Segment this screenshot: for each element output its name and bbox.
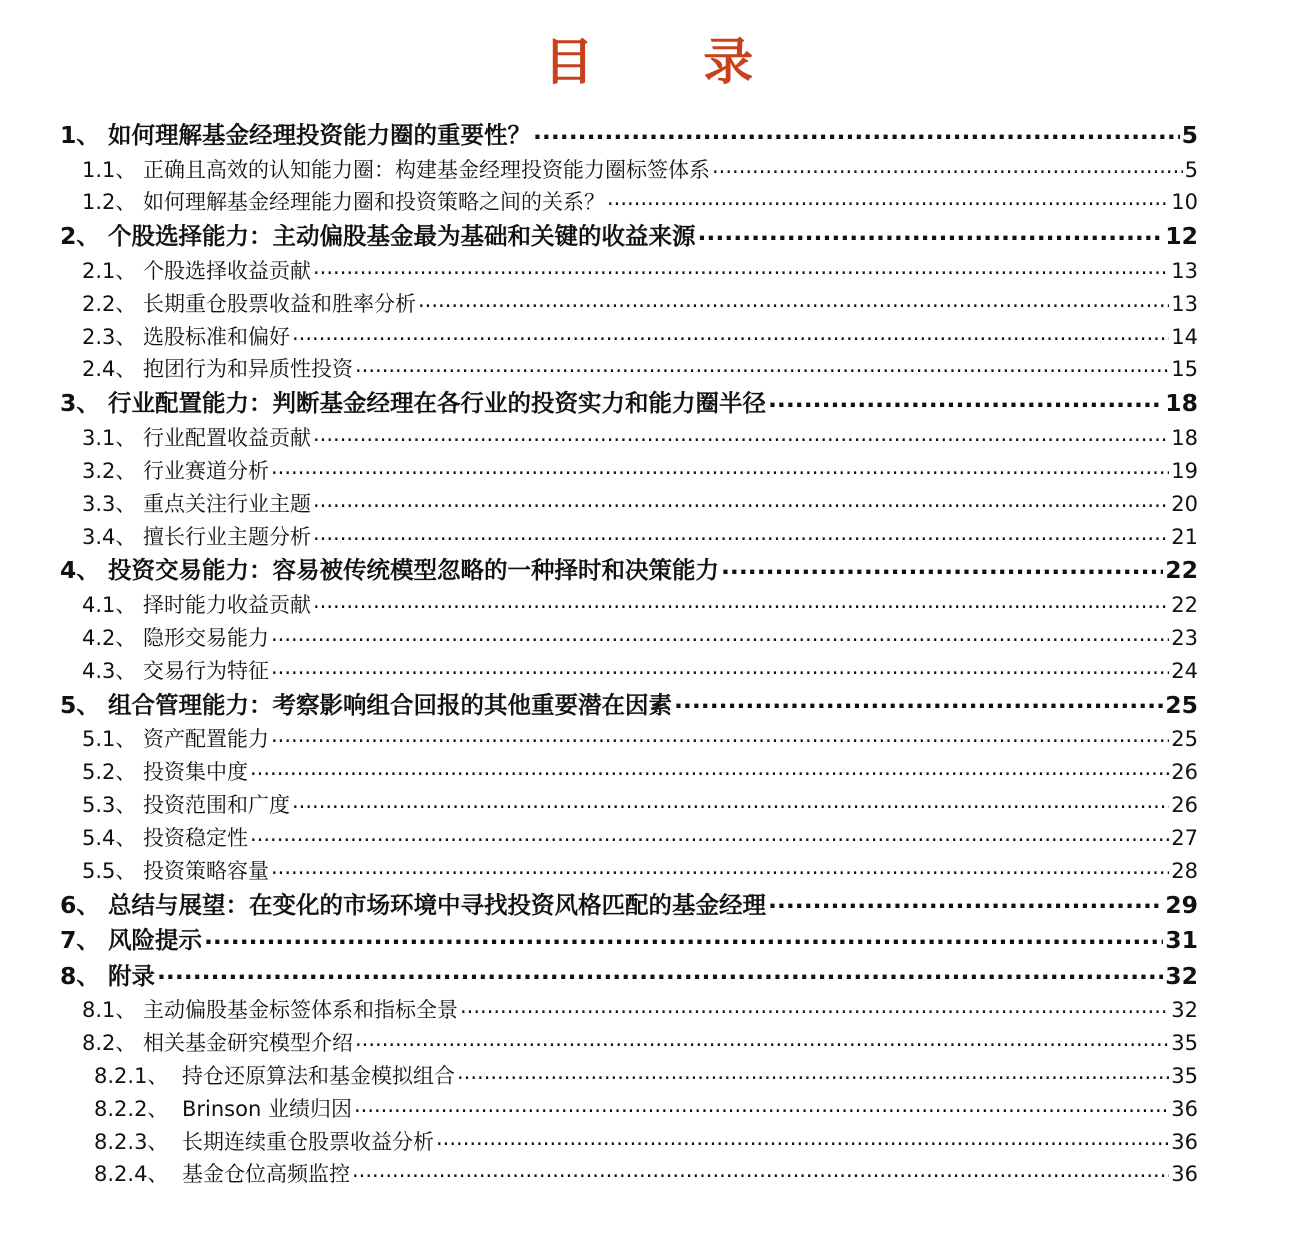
toc-dot-leader [533, 120, 1180, 144]
toc-entry-number: 5、 [60, 690, 100, 719]
toc-page-number: 13 [1171, 258, 1198, 283]
toc-entry-number: 2、 [60, 222, 100, 251]
toc-page-number: 18 [1165, 389, 1198, 418]
toc-entry-level-3[interactable] [60, 1158, 1198, 1191]
toc-page-number: 23 [1171, 625, 1198, 650]
toc-dot-leader [250, 758, 1169, 779]
toc-page-number: 31 [1165, 926, 1198, 955]
toc-page-number: 25 [1171, 727, 1198, 752]
toc-entry-level-1[interactable] [60, 118, 1198, 154]
toc-dot-leader [352, 1160, 1169, 1181]
toc-dot-leader [271, 457, 1169, 478]
toc-dot-leader [271, 857, 1169, 878]
toc-entry-number: 8.2.4、 [94, 1162, 169, 1187]
toc-entry-level-2[interactable] [60, 655, 1198, 688]
toc-entry-number: 1、 [60, 121, 100, 149]
toc-entry-level-3[interactable] [60, 1126, 1198, 1159]
toc-entry-level-2[interactable] [60, 521, 1198, 554]
toc-entry-level-2[interactable] [60, 455, 1198, 488]
toc-entry-number: 8、 [60, 961, 100, 990]
toc-page-number: 5 [1184, 157, 1198, 182]
toc-entry-level-2[interactable] [60, 723, 1198, 756]
toc-dot-leader [607, 188, 1169, 209]
toc-entry-number: 8.2.1、 [94, 1063, 169, 1088]
toc-dot-leader [292, 791, 1169, 812]
toc-dot-leader [204, 925, 1163, 949]
toc-page-number: 32 [1165, 961, 1198, 990]
toc-entry-number: 5.3、 [82, 792, 137, 817]
toc-page-number: 18 [1171, 425, 1198, 450]
toc-entry-number: 1.2、 [82, 190, 137, 215]
toc-page-number: 10 [1171, 190, 1198, 215]
toc-entry-level-3[interactable] [60, 1093, 1198, 1126]
toc-dot-leader [313, 424, 1169, 445]
toc-dot-leader [418, 290, 1169, 311]
toc-entry-level-2[interactable] [60, 994, 1198, 1027]
toc-dot-leader [313, 257, 1169, 278]
toc-page-number: 26 [1171, 792, 1198, 817]
toc-entry-level-3[interactable] [60, 1060, 1198, 1093]
toc-entry-title: 如何理解基金经理能力圈和投资策略之间的关系？ [143, 190, 605, 215]
toc-page-number: 12 [1165, 222, 1198, 251]
toc-dot-leader [460, 996, 1169, 1017]
toc-entry-level-2[interactable] [60, 789, 1198, 822]
toc-entry-level-1[interactable] [60, 219, 1198, 255]
toc-dot-leader [721, 555, 1163, 579]
toc-entry-number: 5.4、 [82, 825, 137, 850]
toc-dot-leader [157, 960, 1163, 984]
toc-page-number: 14 [1171, 324, 1198, 349]
toc-entry-number: 4.3、 [82, 658, 137, 683]
toc-entry-number: 5.1、 [82, 727, 137, 752]
toc-entry-level-2[interactable] [60, 855, 1198, 888]
toc-entry-title: 隐形交易能力 [143, 625, 269, 650]
toc-entry-level-1[interactable] [60, 688, 1198, 724]
toc-entry-level-2[interactable] [60, 353, 1198, 386]
toc-entry-title: 风险提示 [108, 926, 202, 955]
toc-entry-number: 8.2.3、 [94, 1129, 169, 1154]
toc-dot-leader [250, 824, 1169, 845]
toc-entry-title: 资产配置能力 [143, 727, 269, 752]
toc-page-number: 22 [1165, 556, 1198, 585]
toc-page-number: 22 [1171, 592, 1198, 617]
toc-entry-title: 个股选择收益贡献 [143, 258, 311, 283]
toc-page-number: 36 [1171, 1162, 1198, 1187]
toc-page-number: 13 [1171, 291, 1198, 316]
toc-entry-level-2[interactable] [60, 255, 1198, 288]
toc-entry-title: 持仓还原算法和基金模拟组合 [182, 1063, 455, 1088]
toc-page-number: 20 [1171, 491, 1198, 516]
toc-entry-title: 重点关注行业主题 [143, 491, 311, 516]
toc-page-number: 21 [1171, 524, 1198, 549]
toc-entry-number: 2.1、 [82, 258, 137, 283]
toc-entry-number: 7、 [60, 926, 100, 955]
toc-entry-title: 抱团行为和异质性投资 [143, 357, 353, 382]
toc-page-number: 15 [1171, 357, 1198, 382]
toc-page-number: 35 [1171, 1063, 1198, 1088]
toc-page-number: 27 [1171, 825, 1198, 850]
toc-entry-title: 行业赛道分析 [143, 458, 269, 483]
toc-entry-number: 3.1、 [82, 425, 137, 450]
toc-dot-leader [313, 490, 1169, 511]
toc-entry-title: 主动偏股基金标签体系和指标全景 [143, 998, 458, 1023]
toc-entry-level-2[interactable] [60, 1027, 1198, 1060]
toc-entry-number: 6、 [60, 890, 100, 919]
toc-entry-title: 基金仓位高频监控 [182, 1162, 350, 1187]
toc-entry-title: 行业配置能力：判断基金经理在各行业的投资实力和能力圈半径 [108, 389, 766, 418]
toc-entry-number: 4、 [60, 556, 100, 585]
toc-entry-title: 个股选择能力：主动偏股基金最为基础和关键的收益来源 [108, 222, 696, 251]
toc-dot-leader [674, 689, 1163, 713]
toc-entry-title: 交易行为特征 [143, 658, 269, 683]
toc-page-number: 32 [1171, 998, 1198, 1023]
toc-dot-leader [355, 1029, 1169, 1050]
toc-entry-title: 如何理解基金经理投资能力圈的重要性？ [108, 121, 531, 149]
toc-page-number: 26 [1171, 759, 1198, 784]
toc-dot-leader [698, 221, 1164, 245]
toc-entry-level-2[interactable] [60, 589, 1198, 622]
toc-page-number: 29 [1165, 890, 1198, 919]
toc-entry-number: 3、 [60, 389, 100, 418]
toc-entry-number: 3.2、 [82, 458, 137, 483]
toc-entry-title: 投资策略容量 [143, 858, 269, 883]
toc-entry-number: 3.3、 [82, 491, 137, 516]
table-of-contents [60, 118, 1198, 1191]
toc-entry-level-1[interactable] [60, 553, 1198, 589]
toc-entry-level-2[interactable] [60, 622, 1198, 655]
toc-entry-title: 正确且高效的认知能力圈：构建基金经理投资能力圈标签体系 [143, 157, 710, 182]
toc-entry-title: Brinson 业绩归因 [182, 1096, 352, 1121]
toc-entry-level-2[interactable] [60, 422, 1198, 455]
toc-entry-title: 投资稳定性 [143, 825, 248, 850]
toc-entry-title: 行业配置收益贡献 [143, 425, 311, 450]
toc-entry-number: 2.4、 [82, 357, 137, 382]
toc-dot-leader [768, 889, 1163, 913]
toc-dot-leader [768, 388, 1163, 412]
toc-entry-number: 1.1、 [82, 157, 137, 182]
toc-entry-number: 2.3、 [82, 324, 137, 349]
toc-entry-title: 长期重仓股票收益和胜率分析 [143, 291, 416, 316]
toc-entry-level-1[interactable] [60, 923, 1198, 959]
toc-entry-title: 投资范围和广度 [143, 792, 290, 817]
toc-entry-title: 附录 [108, 961, 155, 990]
toc-page-number: 25 [1165, 690, 1198, 719]
toc-page-number: 5 [1181, 121, 1198, 149]
toc-entry-level-2[interactable] [60, 186, 1198, 219]
toc-entry-level-2[interactable] [60, 822, 1198, 855]
toc-entry-level-1[interactable] [60, 959, 1198, 995]
toc-page-number: 19 [1171, 458, 1198, 483]
toc-page-number: 24 [1171, 658, 1198, 683]
toc-entry-number: 4.2、 [82, 625, 137, 650]
toc-entry-level-2[interactable] [60, 321, 1198, 354]
toc-page-number: 36 [1171, 1129, 1198, 1154]
toc-entry-number: 3.4、 [82, 524, 137, 549]
toc-entry-number: 8.2、 [82, 1030, 137, 1055]
toc-entry-level-1[interactable] [60, 888, 1198, 924]
toc-entry-number: 8.1、 [82, 998, 137, 1023]
toc-entry-title: 总结与展望：在变化的市场环境中寻找投资风格匹配的基金经理 [108, 890, 766, 919]
toc-dot-leader [292, 323, 1169, 344]
toc-entry-title: 组合管理能力：考察影响组合回报的其他重要潜在因素 [108, 690, 672, 719]
toc-entry-title: 擅长行业主题分析 [143, 524, 311, 549]
toc-entry-title: 长期连续重仓股票收益分析 [182, 1129, 434, 1154]
toc-dot-leader [313, 591, 1169, 612]
toc-dot-leader [313, 523, 1169, 544]
toc-entry-number: 8.2.2、 [94, 1096, 169, 1121]
toc-entry-title: 投资集中度 [143, 759, 248, 784]
page-title: 目 录 [543, 33, 800, 91]
toc-dot-leader [271, 657, 1169, 678]
toc-dot-leader [436, 1128, 1169, 1149]
toc-entry-number: 2.2、 [82, 291, 137, 316]
toc-page-number: 35 [1171, 1030, 1198, 1055]
toc-dot-leader [271, 624, 1169, 645]
toc-dot-leader [712, 156, 1183, 177]
toc-entry-number: 5.2、 [82, 759, 137, 784]
toc-dot-leader [271, 725, 1169, 746]
toc-page-number: 36 [1171, 1096, 1198, 1121]
toc-entry-number: 5.5、 [82, 858, 137, 883]
toc-entry-title: 选股标准和偏好 [143, 324, 290, 349]
toc-entry-level-2[interactable] [60, 756, 1198, 789]
toc-entry-title: 相关基金研究模型介绍 [143, 1030, 353, 1055]
toc-entry-title: 投资交易能力：容易被传统模型忽略的一种择时和决策能力 [108, 556, 719, 585]
toc-dot-leader [354, 1095, 1169, 1116]
toc-entry-number: 4.1、 [82, 592, 137, 617]
toc-entry-level-1[interactable] [60, 386, 1198, 422]
toc-dot-leader [355, 355, 1169, 376]
toc-entry-level-2[interactable] [60, 488, 1198, 521]
toc-entry-title: 择时能力收益贡献 [143, 592, 311, 617]
toc-entry-level-2[interactable] [60, 154, 1198, 187]
toc-dot-leader [457, 1062, 1169, 1083]
toc-page-number: 28 [1171, 858, 1198, 883]
toc-entry-level-2[interactable] [60, 288, 1198, 321]
